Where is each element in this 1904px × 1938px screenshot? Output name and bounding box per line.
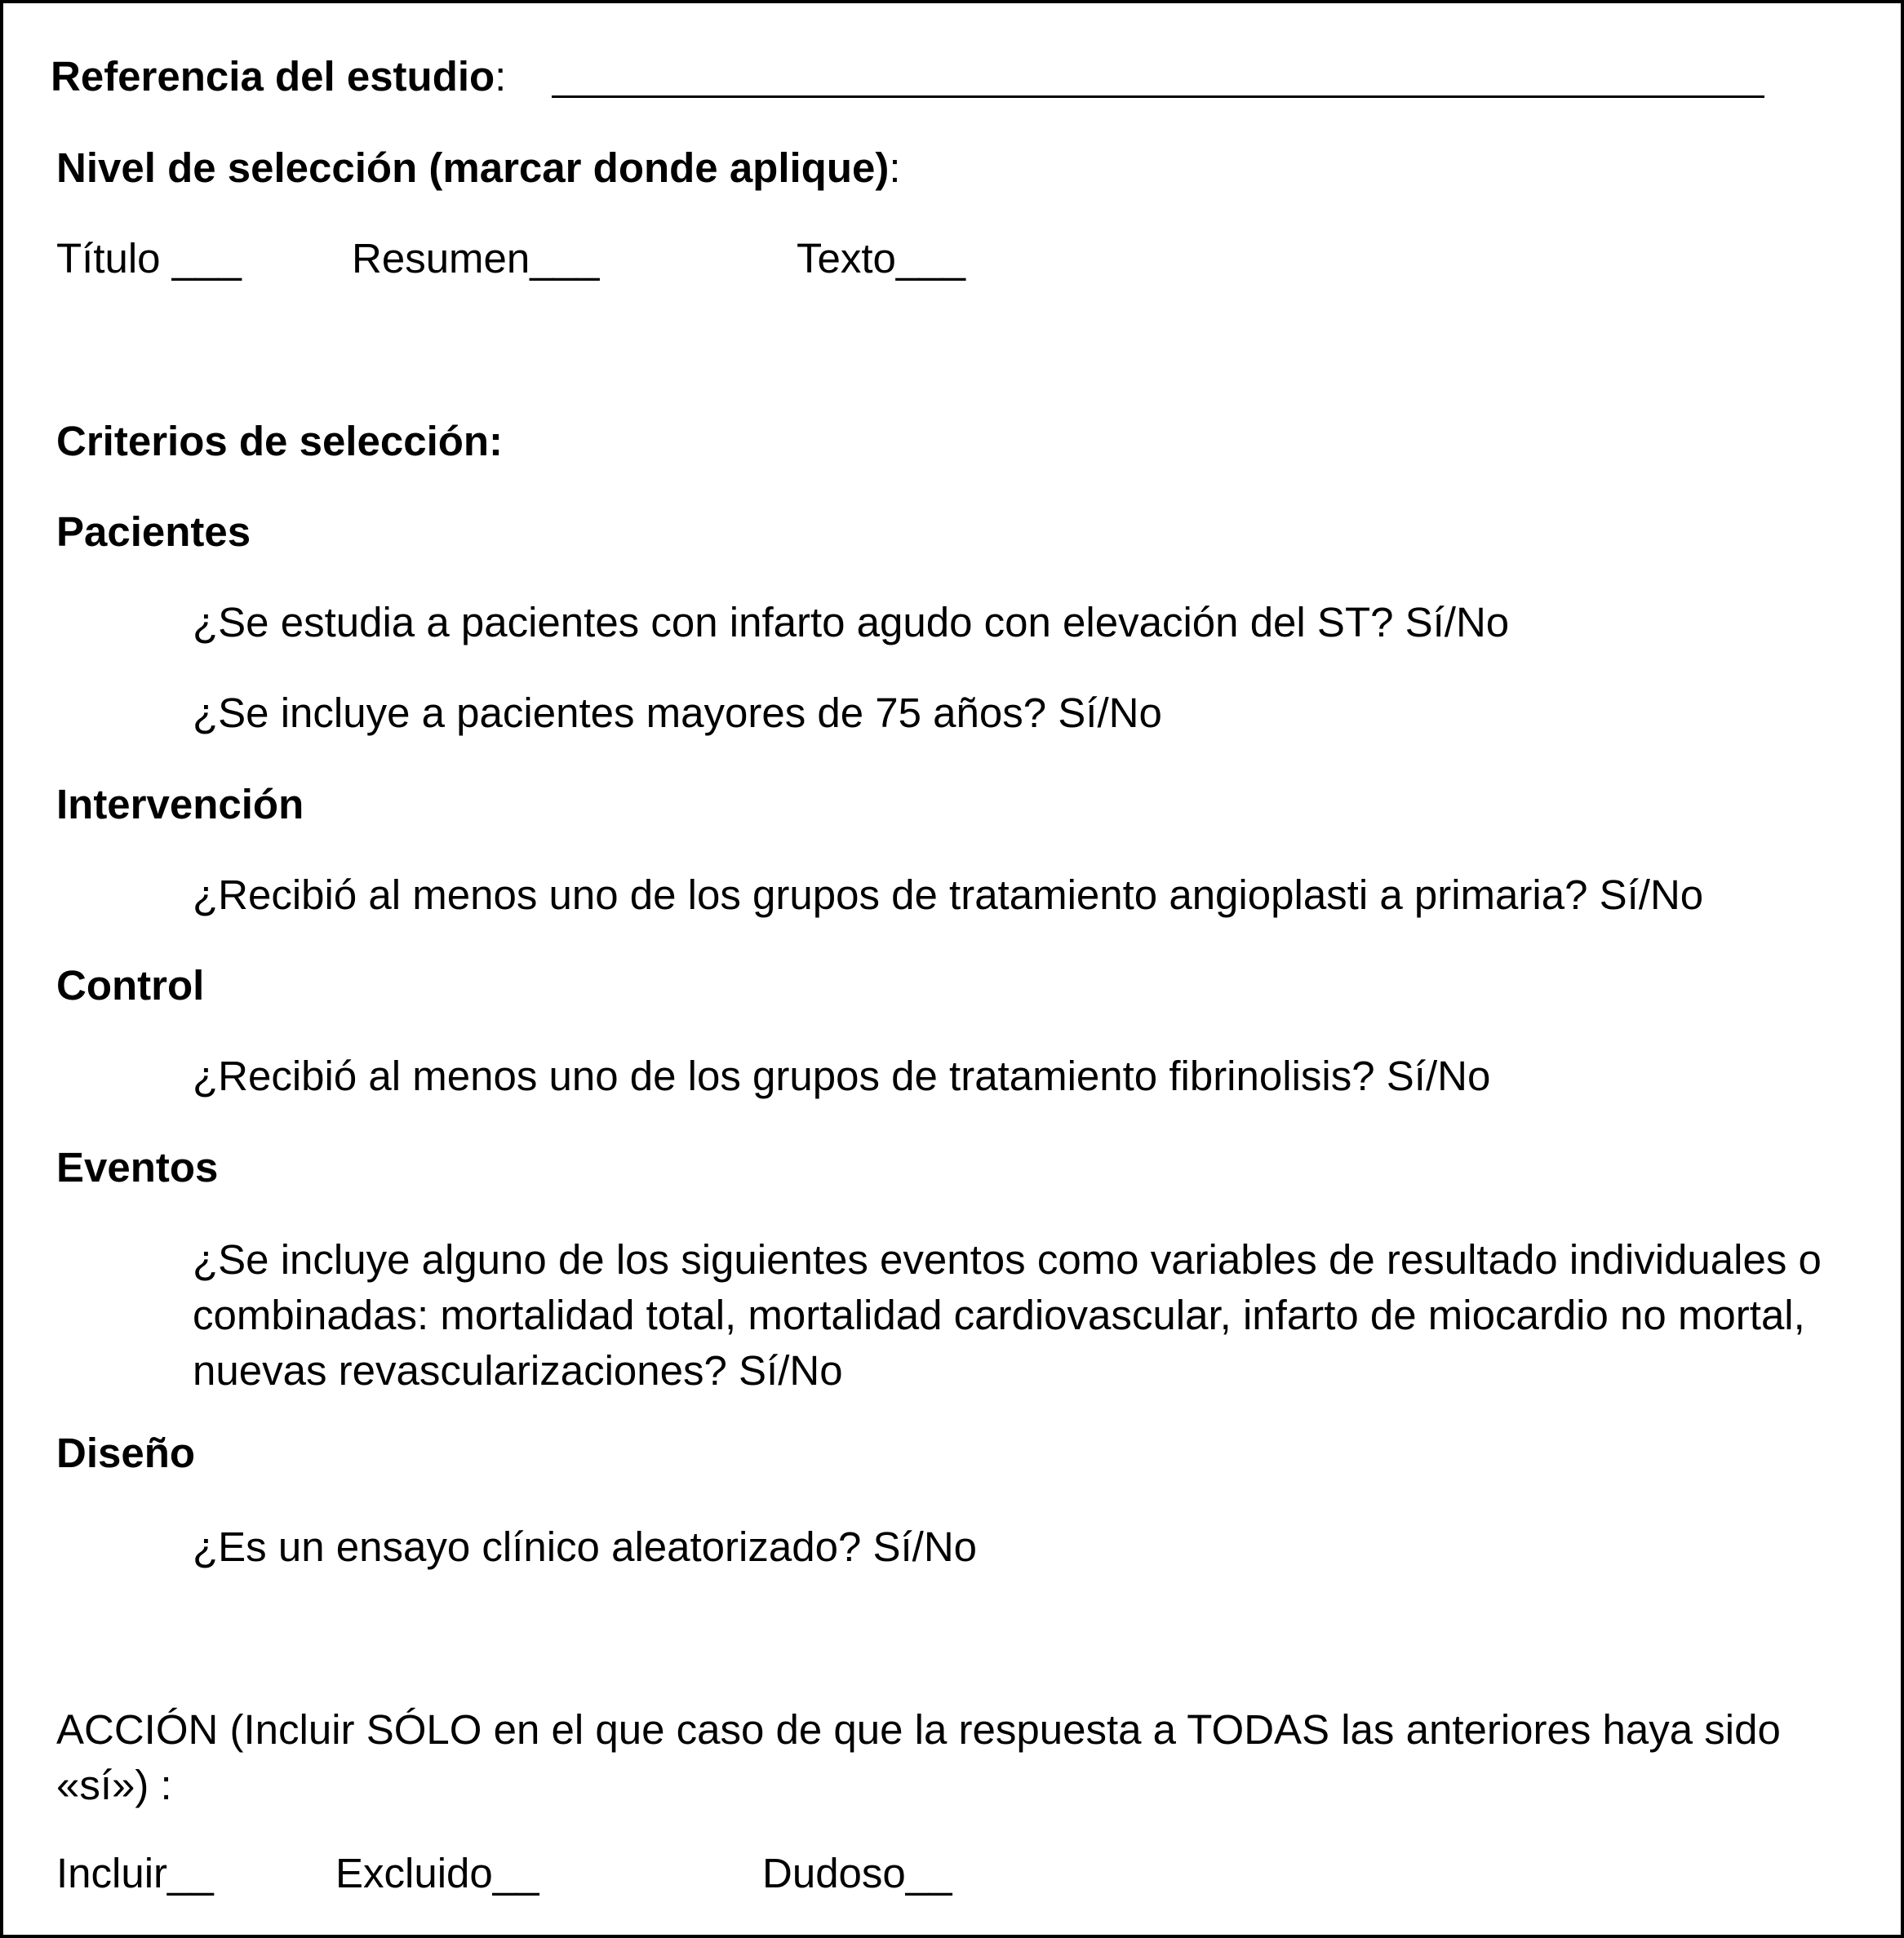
action-option-incluir[interactable]: Incluir__ bbox=[56, 1850, 214, 1896]
reference-label: Referencia del estudio: bbox=[51, 53, 507, 100]
level-option-titulo[interactable]: Título ___ bbox=[56, 235, 242, 282]
action-option-dudoso[interactable]: Dudoso__ bbox=[762, 1850, 952, 1896]
section-heading-diseno: Diseño bbox=[56, 1430, 196, 1476]
section-heading-pacientes: Pacientes bbox=[56, 508, 251, 555]
question-control-1[interactable]: ¿Recibió al menos uno de los grupos de tratamiento fibrinolisis? Sí/No bbox=[193, 1053, 1491, 1099]
selection-level-heading: Nivel de selección (marcar donde aplique): bbox=[56, 144, 901, 191]
question-diseno-1[interactable]: ¿Es un ensayo clínico aleatorizado? Sí/No bbox=[193, 1523, 978, 1570]
action-option-excluido[interactable]: Excluido__ bbox=[335, 1850, 539, 1896]
criteria-heading: Criterios de selección: bbox=[56, 418, 504, 464]
level-option-resumen[interactable]: Resumen___ bbox=[352, 235, 600, 282]
question-pacientes-2[interactable]: ¿Se incluye a pacientes mayores de 75 años? Sí/No bbox=[193, 690, 1162, 736]
section-heading-eventos: Eventos bbox=[56, 1144, 219, 1191]
section-heading-intervencion: Intervención bbox=[56, 781, 304, 827]
question-pacientes-1[interactable]: ¿Se estudia a pacientes con infarto agudo con elevación del ST? Sí/No bbox=[193, 599, 1510, 645]
reference-blank[interactable] bbox=[552, 95, 1764, 98]
level-option-texto[interactable]: Texto___ bbox=[797, 235, 965, 282]
action-instruction: ACCIÓN (Incluir SÓLO en el que caso de que la respuesta a TODAS las anteriores haya sido «sí») : bbox=[56, 1706, 1781, 1808]
question-intervencion-1[interactable]: ¿Recibió al menos uno de los grupos de tratamiento angioplasti a primaria? Sí/No bbox=[193, 871, 1704, 918]
section-heading-control: Control bbox=[56, 962, 205, 1009]
question-eventos-1[interactable]: ¿Se incluye alguno de los siguientes eventos como variables de resultado individuales o combinadas: mortalidad total, mortalidad cardiovascular, infarto de miocardio no mortal, nuevas revascularizaciones? Sí/No bbox=[193, 1236, 1822, 1394]
